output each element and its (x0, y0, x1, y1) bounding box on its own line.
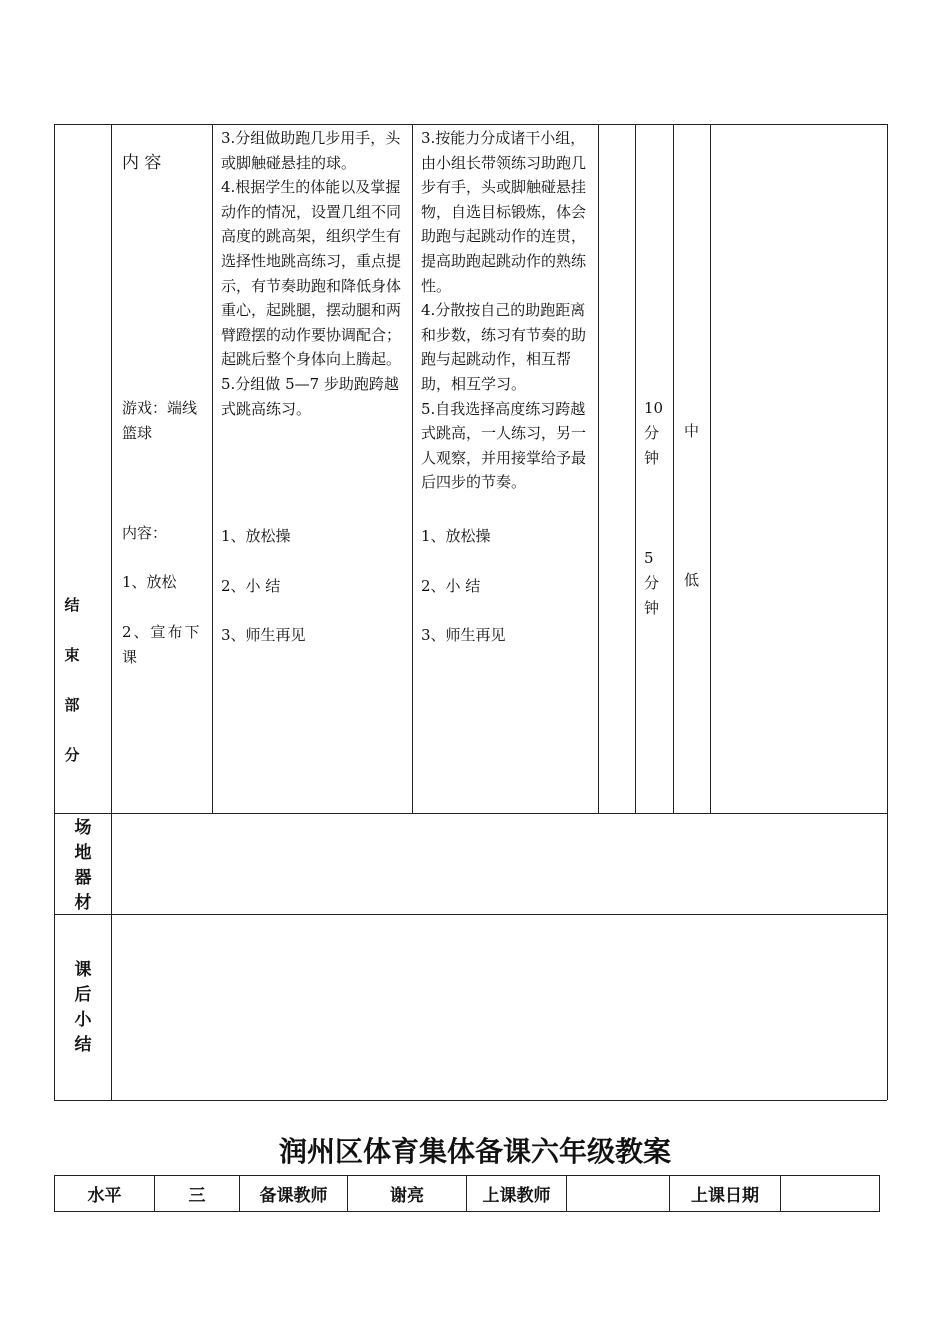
content-heading: 内 容 (122, 153, 162, 173)
section-label-char: 分 (64, 746, 80, 764)
intensity-2: 低 (684, 571, 700, 589)
section-label-ending (62, 580, 82, 780)
student-paragraph: 5.自我选择高度练习跨越式跳高，一人练习，另一人观察，并用接掌给予最后四步的节奏。 (421, 399, 587, 492)
time-value-2 (644, 546, 659, 621)
summary-label-char: 后 (74, 985, 92, 1005)
time-unit: 钟 (644, 599, 660, 617)
lesson-header-row (55, 1176, 880, 1212)
section-label-char: 束 (64, 646, 80, 664)
student-paragraph: 4.分散按自己的助跑距离和步数，练习有节奏的助跑与起跳动作，相互帮助，相互学习。 (421, 301, 587, 393)
class-date-label: 上课日期 (670, 1176, 781, 1212)
lesson-header-table (54, 1175, 880, 1212)
post-class-summary-label (72, 958, 94, 1058)
level-label: 水平 (55, 1176, 155, 1212)
prep-teacher-label: 备课教师 (240, 1176, 348, 1212)
teacher-paragraph: 3.分组做助跑几步用手，头或脚触碰悬挂的球。 (221, 129, 401, 172)
content-item: 2、宣布下课 (122, 623, 202, 666)
time-value-1 (644, 396, 663, 471)
summary-label-char: 小 (74, 1010, 92, 1030)
content-item: 1、放松 (122, 573, 177, 591)
student-item: 1、放松操 (421, 527, 491, 545)
time-digit: 10 (644, 399, 664, 417)
intensity-1: 中 (684, 422, 700, 440)
student-paragraph: 3.按能力分成诸干小组，由小组长带领练习助跑几步有手，头或脚触碰悬挂物，自选目标锻炼，体会助跑与起跳动作的连贯，提高助跑起跳动作的熟练性。 (421, 129, 587, 295)
venue-equipment-label (72, 816, 94, 916)
time-unit: 分 (644, 574, 660, 592)
class-date-value[interactable] (781, 1176, 880, 1212)
venue-equipment-content[interactable] (112, 814, 886, 913)
venue-label-char: 场 (74, 818, 92, 838)
content-label: 内容： (122, 524, 168, 542)
time-unit: 分 (644, 424, 660, 442)
student-item: 2、小 结 (421, 577, 481, 595)
venue-label-char: 器 (74, 868, 92, 888)
teacher-item: 2、小 结 (221, 577, 281, 595)
summary-label-char: 课 (74, 960, 92, 980)
teacher-paragraph: 4.根据学生的体能以及掌握动作的情况，设置几组不同高度的跳高架，组织学生有选择性地跳高练习，重点提示，有节奏助跑和降低身体重心，起跳腿，摆动腿和两臂蹬摆的动作要协调配合；起跳后整个身体向上腾起。 (221, 178, 402, 369)
prep-teacher-value[interactable]: 谢亮 (348, 1176, 467, 1212)
teacher-item: 3、师生再见 (221, 626, 306, 644)
student-activities (421, 126, 593, 495)
class-teacher-label: 上课教师 (467, 1176, 567, 1212)
content-game: 游戏：端线篮球 (122, 399, 198, 442)
page-title: 润州区体育集体备课六年级教案 (278, 1135, 671, 1168)
time-digit: 5 (644, 549, 654, 567)
teacher-activities (221, 126, 407, 421)
teacher-paragraph: 5.分组做 5—7 步助跑跨越式跳高练习。 (221, 374, 399, 418)
student-item: 3、师生再见 (421, 626, 506, 644)
venue-label-char: 材 (74, 893, 92, 913)
teacher-item: 1、放松操 (221, 527, 291, 545)
summary-label-char: 结 (74, 1035, 92, 1055)
level-value[interactable]: 三 (155, 1176, 240, 1212)
time-unit: 钟 (644, 449, 660, 467)
class-teacher-value[interactable] (567, 1176, 670, 1212)
post-class-summary-content[interactable] (112, 915, 886, 1099)
section-label-char: 结 (64, 596, 80, 614)
section-label-char: 部 (64, 696, 80, 714)
venue-label-char: 地 (74, 843, 92, 863)
